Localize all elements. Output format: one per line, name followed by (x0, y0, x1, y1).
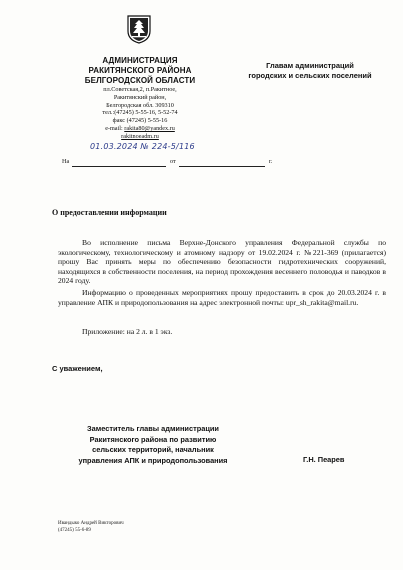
reference-from: от (170, 158, 176, 165)
signatory-position (60, 424, 246, 466)
recipient-line: городских и сельских поселений (248, 71, 372, 80)
org-name-line: БЕЛГОРОДСКОЙ ОБЛАСТИ (84, 76, 196, 85)
org-name-line: АДМИНИСТРАЦИЯ (102, 56, 178, 65)
position-line: Заместитель главы администрации (87, 424, 219, 433)
letter-body (58, 238, 386, 307)
reference-line (62, 158, 277, 168)
reference-number-blank (72, 166, 166, 167)
address-line: Белгородская обл. 309310 (106, 101, 174, 109)
organization-name (60, 56, 220, 86)
executor-info (58, 520, 124, 534)
executor-name: Ивандыко Андрей Викторович (58, 521, 124, 526)
signer-name: Г.Н. Пеарев (303, 455, 345, 464)
position-line: управления АПК и природопользования (78, 455, 228, 465)
org-name-line: РАКИТЯНСКОГО РАЙОНА (88, 66, 192, 75)
address-line: факс (47245) 5-55-16 (112, 117, 168, 125)
coat-of-arms-icon (126, 14, 152, 44)
website-link[interactable]: rakitnoeadm.ru (121, 132, 159, 140)
email-prefix: e-mail: (105, 124, 125, 132)
email-line (60, 125, 220, 133)
executor-phone: (47245) 55-6-89 (58, 528, 91, 533)
attachment-note: Приложение: на 2 л. в 1 экз. (82, 327, 173, 336)
body-paragraph: Во исполнение письма Верхне-Донского управления Федеральной службы по экологическому, технологическому и атомному надзору от 19.02.2024 г. №221-369 (прилагается) прошу Вас принять меры по обеспечению безопасности гидротехнических сооружений, находящихся в собственности поселения, на период прохождения весеннего половодья и паводков в 2024 году. (58, 238, 386, 286)
address-line: Ракитянский район, (113, 93, 167, 101)
organization-address (60, 86, 220, 141)
recipient-block (230, 61, 390, 81)
recipient-line: Главам администраций (266, 61, 354, 70)
email-link[interactable]: rakita80@yandex.ru (124, 124, 175, 132)
body-paragraph: Информацию о проведенных мероприятиях прошу предоставить в срок до 20.03.2024 г. в управление АПК и природопользования на адрес электронной почты: upr_sh_rakita@mail.ru. (58, 287, 386, 307)
reference-date-blank (179, 166, 265, 167)
reference-suffix: г. (269, 158, 273, 165)
address-line: тел.:(47245) 5-55-16, 5-52-74 (102, 109, 178, 117)
position-line: Ракитянского района по развитию (89, 434, 217, 444)
address-line: пл.Советская,2, п.Ракитное, (103, 86, 177, 93)
handwritten-registration: 01.03.2024 № 224-5/116 (90, 142, 195, 151)
letter-subject: О предоставлении информации (52, 208, 167, 217)
regards-line: С уважением, (52, 364, 103, 373)
reference-prefix: На (62, 158, 70, 165)
position-line: сельских территорий, начальник (92, 445, 214, 454)
